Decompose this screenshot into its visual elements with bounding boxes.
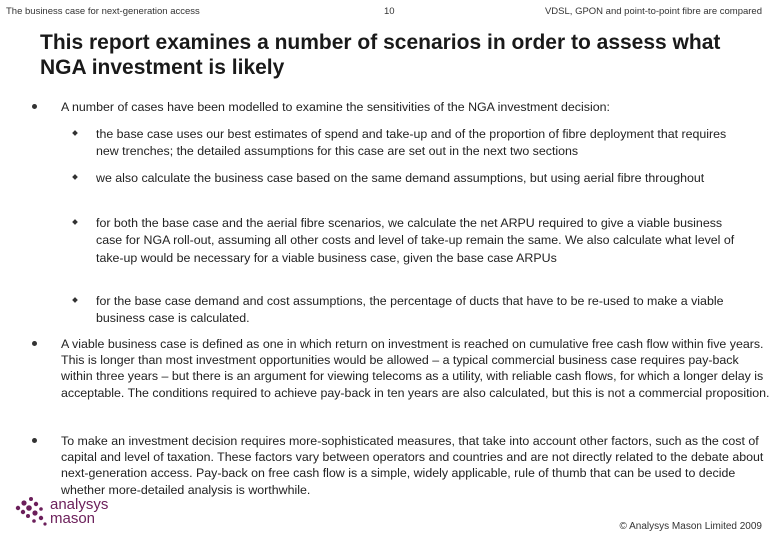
sub-bullet-item — [96, 293, 746, 328]
copyright-text: © Analysys Mason Limited 2009 — [619, 521, 762, 532]
sub-bullet-item — [96, 215, 746, 267]
sub-bullet-text: the base case uses our best estimates of spend and take-up and of the proportion of fibre deployment that requires new trenches; the detailed assumptions for this case are set out in the next two sections — [96, 127, 727, 159]
bullet-item — [61, 99, 773, 115]
sub-bullet-item — [96, 170, 746, 187]
bullet-dot-icon — [32, 104, 37, 109]
sub-bullet-text: we also calculate the business case based on the same demand assumptions, but using aerial fibre throughout — [96, 171, 705, 185]
slide-title: This report examines a number of scenarios in order to assess what NGA investment is likely — [40, 31, 721, 79]
header-right-text: VDSL, GPON and point-to-point fibre are compared — [544, 6, 762, 17]
bullet-text: A number of cases have been modelled to examine the sensitivities of the NGA investment decision: — [61, 100, 610, 114]
bullet-text: To make an investment decision requires more-sophisticated measures, that take into account other factors, such as the cost of capital and level of taxation. These factors vary between operators and countries and are not directly related to the debate about next-generation access. Pay-back on free cash flow is a simple, widely applicable, rule of thumb that can be used to decide whether more-detailed analysis is worthwhile. — [61, 434, 764, 497]
header-left-text: The business case for next-generation access — [6, 6, 200, 17]
diamond-bullet-icon — [72, 130, 78, 136]
bullet-text: A viable business case is defined as one in which return on investment is reached on cumulative free cash flow within five years. This is longer than most investment opportunities would be allowed – a typical commercial business case requires pay-back within three years – but there is an argument for viewing telecoms as a utility, with reliable cash flows, for which a longer delay is acceptable. The conditions required to achieve pay-back in ten years are also calculated, but this is not a commercial proposition. — [61, 337, 770, 400]
bullet-dot-icon — [32, 341, 37, 346]
diamond-bullet-icon — [72, 219, 78, 225]
bullet-item — [61, 336, 773, 401]
page-number: 10 — [384, 6, 395, 17]
logo-wordmark — [50, 498, 108, 526]
sub-bullet-text: for the base case demand and cost assumptions, the percentage of ducts that have to be re-used to make a viable business case is calculated. — [96, 294, 724, 326]
diamond-bullet-icon — [72, 297, 78, 303]
logo-line-1: analysys — [50, 496, 109, 513]
sub-bullet-text: for both the base case and the aerial fibre scenarios, we calculate the net ARPU required to give a viable business case for NGA roll-out, assuming all other costs and level of take-up remain the same. We also calculate what level of take-up would be necessary for a viable business case, given the base case ARPUs — [96, 216, 735, 265]
bullet-item — [61, 433, 773, 498]
bullet-dot-icon — [32, 438, 37, 443]
diamond-bullet-icon — [72, 174, 78, 180]
sub-bullet-item — [96, 126, 746, 161]
logo-line-2: mason — [50, 510, 96, 527]
